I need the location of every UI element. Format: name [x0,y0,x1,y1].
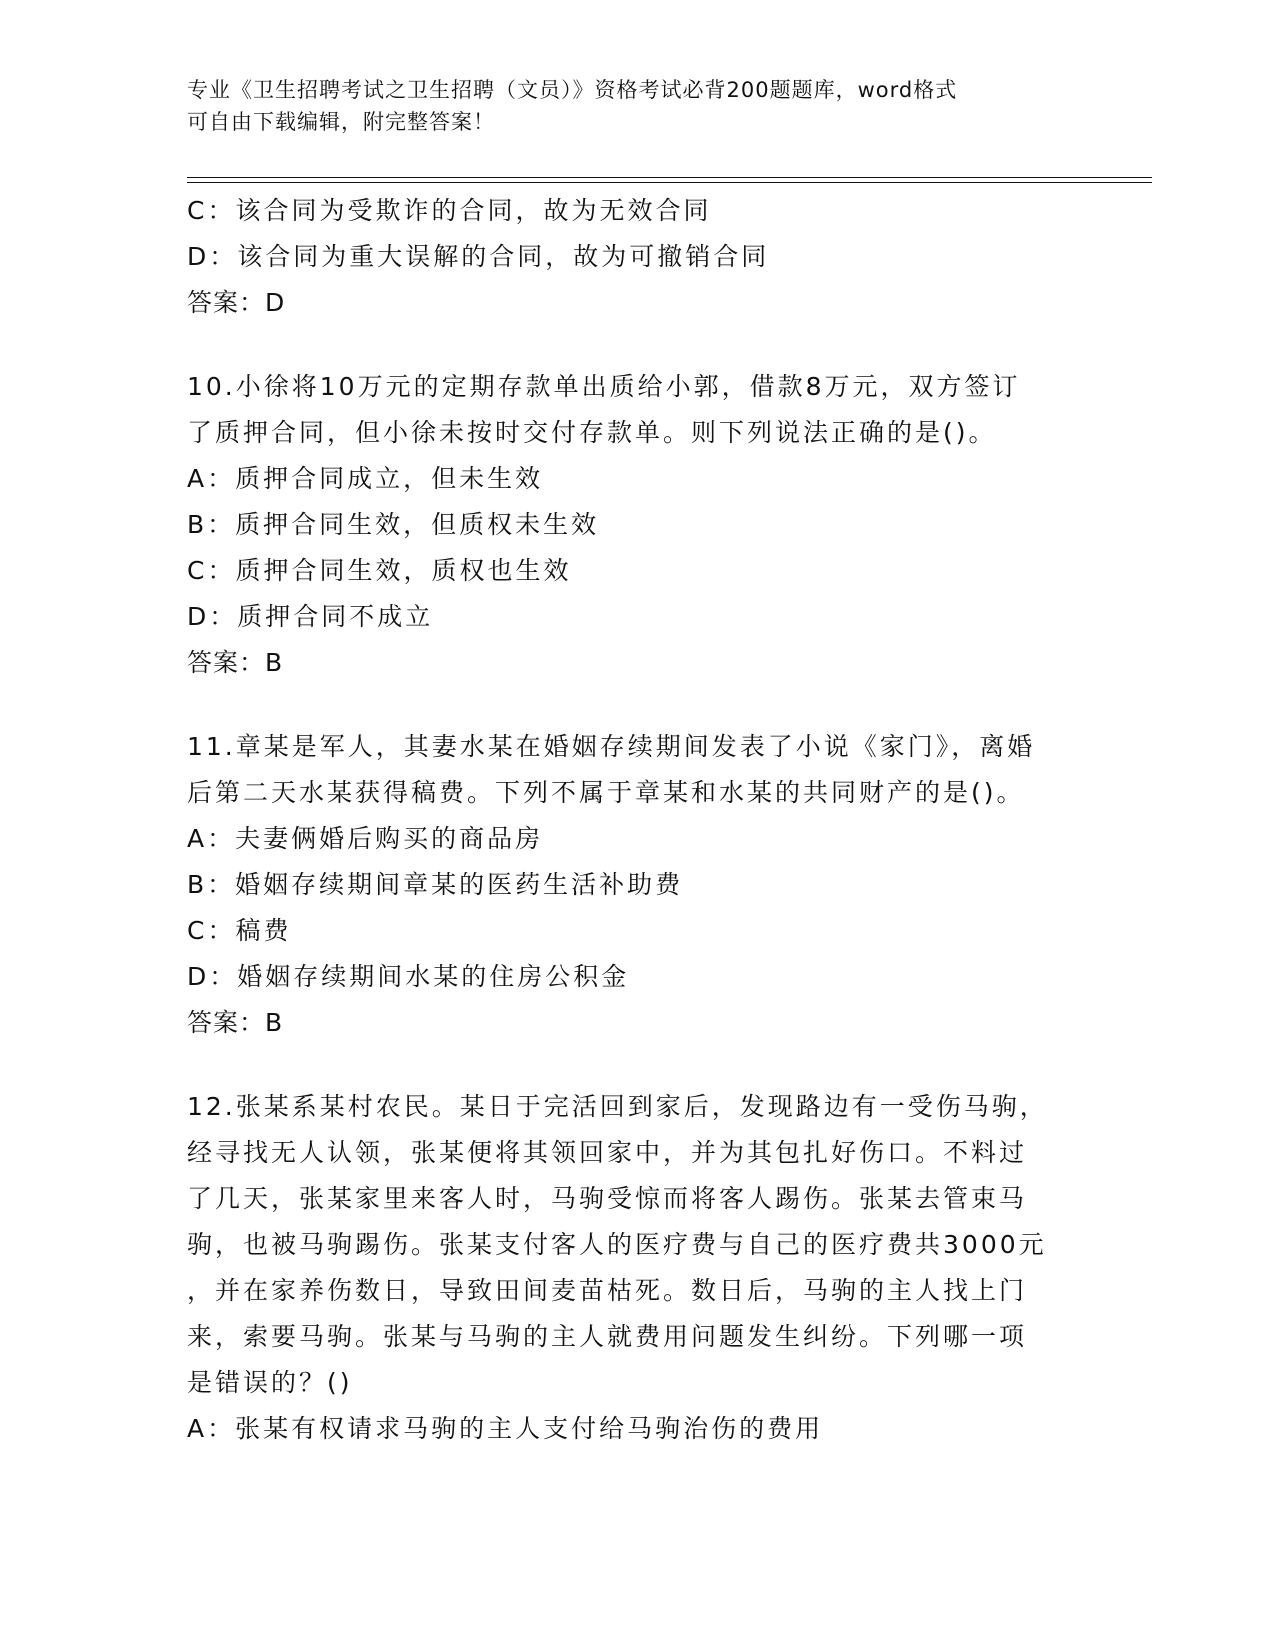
header-rule-bottom [187,182,1152,183]
question-12-stem-line-6: 来，索要马驹。张某与马驹的主人就费用问题发生纠纷。下列哪一项 [187,1322,1028,1351]
question-9-block [187,188,1087,326]
question-12-stem-line-1: 12.张某系某村农民。某日于完活回到家后，发现路边有一受伤马驹， [187,1092,1048,1121]
question-12-stem-line-4: 驹，也被马驹踢伤。张某支付客人的医疗费与自己的医疗费共3000元 [187,1230,1047,1259]
document-body [187,188,1087,1452]
question-11-option-a: A：夫妻俩婚后购买的商品房 [187,824,544,853]
question-11-option-b: B：婚姻存续期间章某的医药生活补助费 [187,870,684,899]
question-12-stem-line-2: 经寻找无人认领，张某便将其领回家中，并为其包扎好伤口。不料过 [187,1138,1028,1167]
question-10-block [187,364,1087,686]
question-9-option-c: C：该合同为受欺诈的合同，故为无效合同 [187,196,712,225]
question-11-block [187,724,1087,1046]
question-10-stem-line-1: 10.小徐将10万元的定期存款单出质给小郭，借款8万元，双方签订 [187,372,1021,401]
question-10-option-a: A：质押合同成立，但未生效 [187,464,544,493]
document-header [187,74,1067,138]
header-rule-top [187,177,1152,178]
question-10-answer: 答案：B [187,648,284,677]
question-11-option-c: C：稿费 [187,916,292,945]
question-10-option-b: B：质押合同生效，但质权未生效 [187,510,600,539]
question-11-option-d: D：婚姻存续期间水某的住房公积金 [187,962,630,991]
question-11-stem-line-1: 11.章某是军人，其妻水某在婚姻存续期间发表了小说《家门》，离婚 [187,732,1036,761]
question-12-block [187,1084,1087,1452]
question-12-stem-line-3: 了几天，张某家里来客人时，马驹受惊而将客人踢伤。张某去管束马 [187,1184,1028,1213]
question-9-option-d: D：该合同为重大误解的合同，故为可撤销合同 [187,242,770,271]
question-12-stem-line-7: 是错误的？() [187,1368,353,1397]
question-10-stem-line-2: 了质押合同，但小徐未按时交付存款单。则下列说法正确的是()。 [187,418,997,447]
question-10-option-c: C：质押合同生效，质权也生效 [187,556,572,585]
header-title-line-1: 专业《卫生招聘考试之卫生招聘（文员）》资格考试必背200题题库，word格式 [187,78,958,102]
question-11-stem-line-2: 后第二天水某获得稿费。下列不属于章某和水某的共同财产的是()。 [187,778,1025,807]
question-11-answer: 答案：B [187,1008,284,1037]
question-9-answer: 答案：D [187,288,286,317]
question-12-stem-line-5: ，并在家养伤数日，导致田间麦苗枯死。数日后，马驹的主人找上门 [187,1276,1028,1305]
question-12-option-a: A：张某有权请求马驹的主人支付给马驹治伤的费用 [187,1414,824,1443]
header-title-line-2: 可自由下载编辑，附完整答案！ [187,110,495,134]
question-10-option-d: D：质押合同不成立 [187,602,434,631]
